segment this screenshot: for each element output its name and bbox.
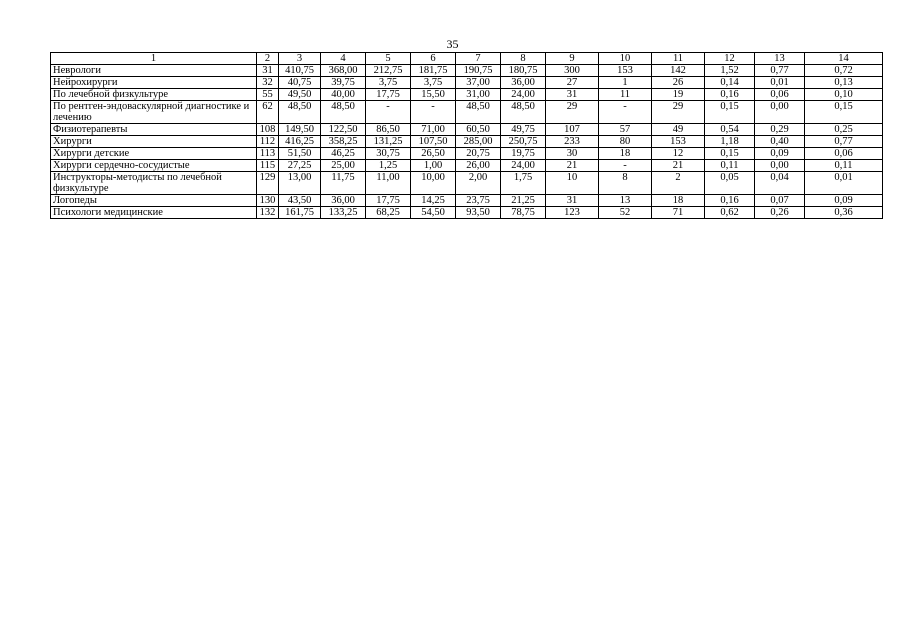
specialty-name-cell: Психологи медицинские [51, 207, 257, 219]
table-row [51, 172, 883, 195]
page-number: 35 [446, 37, 459, 51]
column-number-cell: 13 [755, 53, 805, 65]
value-cell: 233 [546, 136, 599, 148]
value-cell: 0,01 [805, 172, 883, 195]
value-cell: 12 [652, 148, 705, 160]
value-cell: 0,10 [805, 89, 883, 101]
value-cell: 113 [257, 148, 279, 160]
value-cell: 14,25 [411, 195, 456, 207]
value-cell: 122,50 [321, 124, 366, 136]
table-row [51, 195, 883, 207]
value-cell: 40,75 [279, 77, 321, 89]
value-cell: 30,75 [366, 148, 411, 160]
table-header-row [51, 53, 883, 65]
value-cell: 26,50 [411, 148, 456, 160]
value-cell: 30 [546, 148, 599, 160]
value-cell: 31 [546, 195, 599, 207]
value-cell: 2 [652, 172, 705, 195]
value-cell: 107 [546, 124, 599, 136]
value-cell: 51,50 [279, 148, 321, 160]
value-cell: 17,75 [366, 89, 411, 101]
value-cell: 49,50 [279, 89, 321, 101]
value-cell: 132 [257, 207, 279, 219]
value-cell: 39,75 [321, 77, 366, 89]
value-cell: 17,75 [366, 195, 411, 207]
value-cell: 112 [257, 136, 279, 148]
value-cell: - [599, 160, 652, 172]
value-cell: 0,29 [755, 124, 805, 136]
value-cell: 300 [546, 65, 599, 77]
value-cell: 36,00 [321, 195, 366, 207]
value-cell: 0,54 [705, 124, 755, 136]
value-cell: 0,15 [705, 148, 755, 160]
value-cell: 18 [652, 195, 705, 207]
value-cell: 37,00 [456, 77, 501, 89]
value-cell: 80 [599, 136, 652, 148]
value-cell: 0,15 [705, 101, 755, 124]
value-cell: 0,07 [755, 195, 805, 207]
column-number-cell: 11 [652, 53, 705, 65]
value-cell: 40,00 [321, 89, 366, 101]
value-cell: 8 [599, 172, 652, 195]
value-cell: 285,00 [456, 136, 501, 148]
value-cell: 19 [652, 89, 705, 101]
column-number-cell: 12 [705, 53, 755, 65]
value-cell: 0,16 [705, 89, 755, 101]
value-cell: 0,04 [755, 172, 805, 195]
value-cell: 180,75 [501, 65, 546, 77]
specialty-name-cell: По рентген-эндоваскулярной диагностике и лечению [51, 101, 257, 124]
column-number-cell: 6 [411, 53, 456, 65]
value-cell: 0,72 [805, 65, 883, 77]
specialty-name-cell: Хирурги сердечно-сосудистые [51, 160, 257, 172]
value-cell: 3,75 [411, 77, 456, 89]
value-cell: 2,00 [456, 172, 501, 195]
value-cell: 0,26 [755, 207, 805, 219]
value-cell: 0,77 [755, 65, 805, 77]
value-cell: 190,75 [456, 65, 501, 77]
value-cell: 153 [652, 136, 705, 148]
value-cell: 0,11 [705, 160, 755, 172]
table-row [51, 148, 883, 160]
value-cell: 181,75 [411, 65, 456, 77]
value-cell: 18 [599, 148, 652, 160]
specialty-name-cell: Нейрохирурги [51, 77, 257, 89]
value-cell: 27,25 [279, 160, 321, 172]
value-cell: 1,52 [705, 65, 755, 77]
value-cell: 0,09 [755, 148, 805, 160]
value-cell: 410,75 [279, 65, 321, 77]
value-cell: 93,50 [456, 207, 501, 219]
value-cell: 1,25 [366, 160, 411, 172]
value-cell: 416,25 [279, 136, 321, 148]
value-cell: 108 [257, 124, 279, 136]
value-cell: 129 [257, 172, 279, 195]
value-cell: 212,75 [366, 65, 411, 77]
value-cell: 161,75 [279, 207, 321, 219]
value-cell: 149,50 [279, 124, 321, 136]
value-cell: 60,50 [456, 124, 501, 136]
value-cell: 15,50 [411, 89, 456, 101]
column-number-cell: 1 [51, 53, 257, 65]
value-cell: 26 [652, 77, 705, 89]
specialty-name-cell: Хирурги [51, 136, 257, 148]
value-cell: 11 [599, 89, 652, 101]
value-cell: 71,00 [411, 124, 456, 136]
column-number-cell: 5 [366, 53, 411, 65]
value-cell: 0,16 [705, 195, 755, 207]
value-cell: 21 [652, 160, 705, 172]
value-cell: 26,00 [456, 160, 501, 172]
column-number-cell: 9 [546, 53, 599, 65]
value-cell: 54,50 [411, 207, 456, 219]
specialty-name-cell: Неврологи [51, 65, 257, 77]
value-cell: 49 [652, 124, 705, 136]
value-cell: 49,75 [501, 124, 546, 136]
table-row [51, 89, 883, 101]
value-cell: 0,09 [805, 195, 883, 207]
column-number-cell: 10 [599, 53, 652, 65]
table-row [51, 136, 883, 148]
value-cell: 1 [599, 77, 652, 89]
column-number-cell: 7 [456, 53, 501, 65]
value-cell: 1,75 [501, 172, 546, 195]
value-cell: 123 [546, 207, 599, 219]
value-cell: 0,14 [705, 77, 755, 89]
table-row [51, 160, 883, 172]
value-cell: 24,00 [501, 89, 546, 101]
specialty-name-cell: Логопеды [51, 195, 257, 207]
data-table [50, 52, 883, 219]
value-cell: 0,06 [805, 148, 883, 160]
specialty-name-cell: Инструкторы-методисты по лечебной физкультуре [51, 172, 257, 195]
table-row [51, 101, 883, 124]
value-cell: 24,00 [501, 160, 546, 172]
specialty-name-cell: Физиотерапевты [51, 124, 257, 136]
value-cell: 153 [599, 65, 652, 77]
value-cell: 133,25 [321, 207, 366, 219]
value-cell: 55 [257, 89, 279, 101]
value-cell: 131,25 [366, 136, 411, 148]
value-cell: 130 [257, 195, 279, 207]
value-cell: 21 [546, 160, 599, 172]
value-cell: 62 [257, 101, 279, 124]
value-cell: 29 [652, 101, 705, 124]
value-cell: 13,00 [279, 172, 321, 195]
value-cell: 1,00 [411, 160, 456, 172]
value-cell: 0,25 [805, 124, 883, 136]
value-cell: 31 [546, 89, 599, 101]
value-cell: 48,50 [456, 101, 501, 124]
value-cell: 0,11 [805, 160, 883, 172]
value-cell: 19,75 [501, 148, 546, 160]
value-cell: 107,50 [411, 136, 456, 148]
value-cell: 11,75 [321, 172, 366, 195]
value-cell: 1,18 [705, 136, 755, 148]
value-cell: 43,50 [279, 195, 321, 207]
value-cell: 115 [257, 160, 279, 172]
value-cell: 3,75 [366, 77, 411, 89]
value-cell: 0,62 [705, 207, 755, 219]
value-cell: 52 [599, 207, 652, 219]
value-cell: 368,00 [321, 65, 366, 77]
value-cell: - [599, 101, 652, 124]
value-cell: 48,50 [321, 101, 366, 124]
column-number-cell: 14 [805, 53, 883, 65]
value-cell: 0,13 [805, 77, 883, 89]
value-cell: 46,25 [321, 148, 366, 160]
value-cell: 48,50 [501, 101, 546, 124]
value-cell: 20,75 [456, 148, 501, 160]
value-cell: 0,06 [755, 89, 805, 101]
value-cell: 0,01 [755, 77, 805, 89]
value-cell: 48,50 [279, 101, 321, 124]
column-number-cell: 3 [279, 53, 321, 65]
value-cell: 78,75 [501, 207, 546, 219]
value-cell: 142 [652, 65, 705, 77]
table-row [51, 65, 883, 77]
value-cell: 71 [652, 207, 705, 219]
column-number-cell: 2 [257, 53, 279, 65]
value-cell: 31,00 [456, 89, 501, 101]
value-cell: 86,50 [366, 124, 411, 136]
value-cell: 10,00 [411, 172, 456, 195]
value-cell: 27 [546, 77, 599, 89]
value-cell: 0,15 [805, 101, 883, 124]
value-cell: 57 [599, 124, 652, 136]
value-cell: 0,40 [755, 136, 805, 148]
value-cell: 0,00 [755, 101, 805, 124]
table-row [51, 207, 883, 219]
table-row [51, 77, 883, 89]
value-cell: 10 [546, 172, 599, 195]
value-cell: 31 [257, 65, 279, 77]
specialty-name-cell: Хирурги детские [51, 148, 257, 160]
value-cell: 250,75 [501, 136, 546, 148]
value-cell: 36,00 [501, 77, 546, 89]
column-number-cell: 4 [321, 53, 366, 65]
value-cell: - [411, 101, 456, 124]
column-number-cell: 8 [501, 53, 546, 65]
value-cell: 25,00 [321, 160, 366, 172]
value-cell: 23,75 [456, 195, 501, 207]
value-cell: 0,36 [805, 207, 883, 219]
value-cell: 11,00 [366, 172, 411, 195]
value-cell: 29 [546, 101, 599, 124]
value-cell: 0,00 [755, 160, 805, 172]
value-cell: 32 [257, 77, 279, 89]
value-cell: 68,25 [366, 207, 411, 219]
value-cell: 358,25 [321, 136, 366, 148]
value-cell: 0,77 [805, 136, 883, 148]
value-cell: 0,05 [705, 172, 755, 195]
value-cell: - [366, 101, 411, 124]
table-row [51, 124, 883, 136]
specialty-name-cell: По лечебной физкультуре [51, 89, 257, 101]
value-cell: 21,25 [501, 195, 546, 207]
value-cell: 13 [599, 195, 652, 207]
